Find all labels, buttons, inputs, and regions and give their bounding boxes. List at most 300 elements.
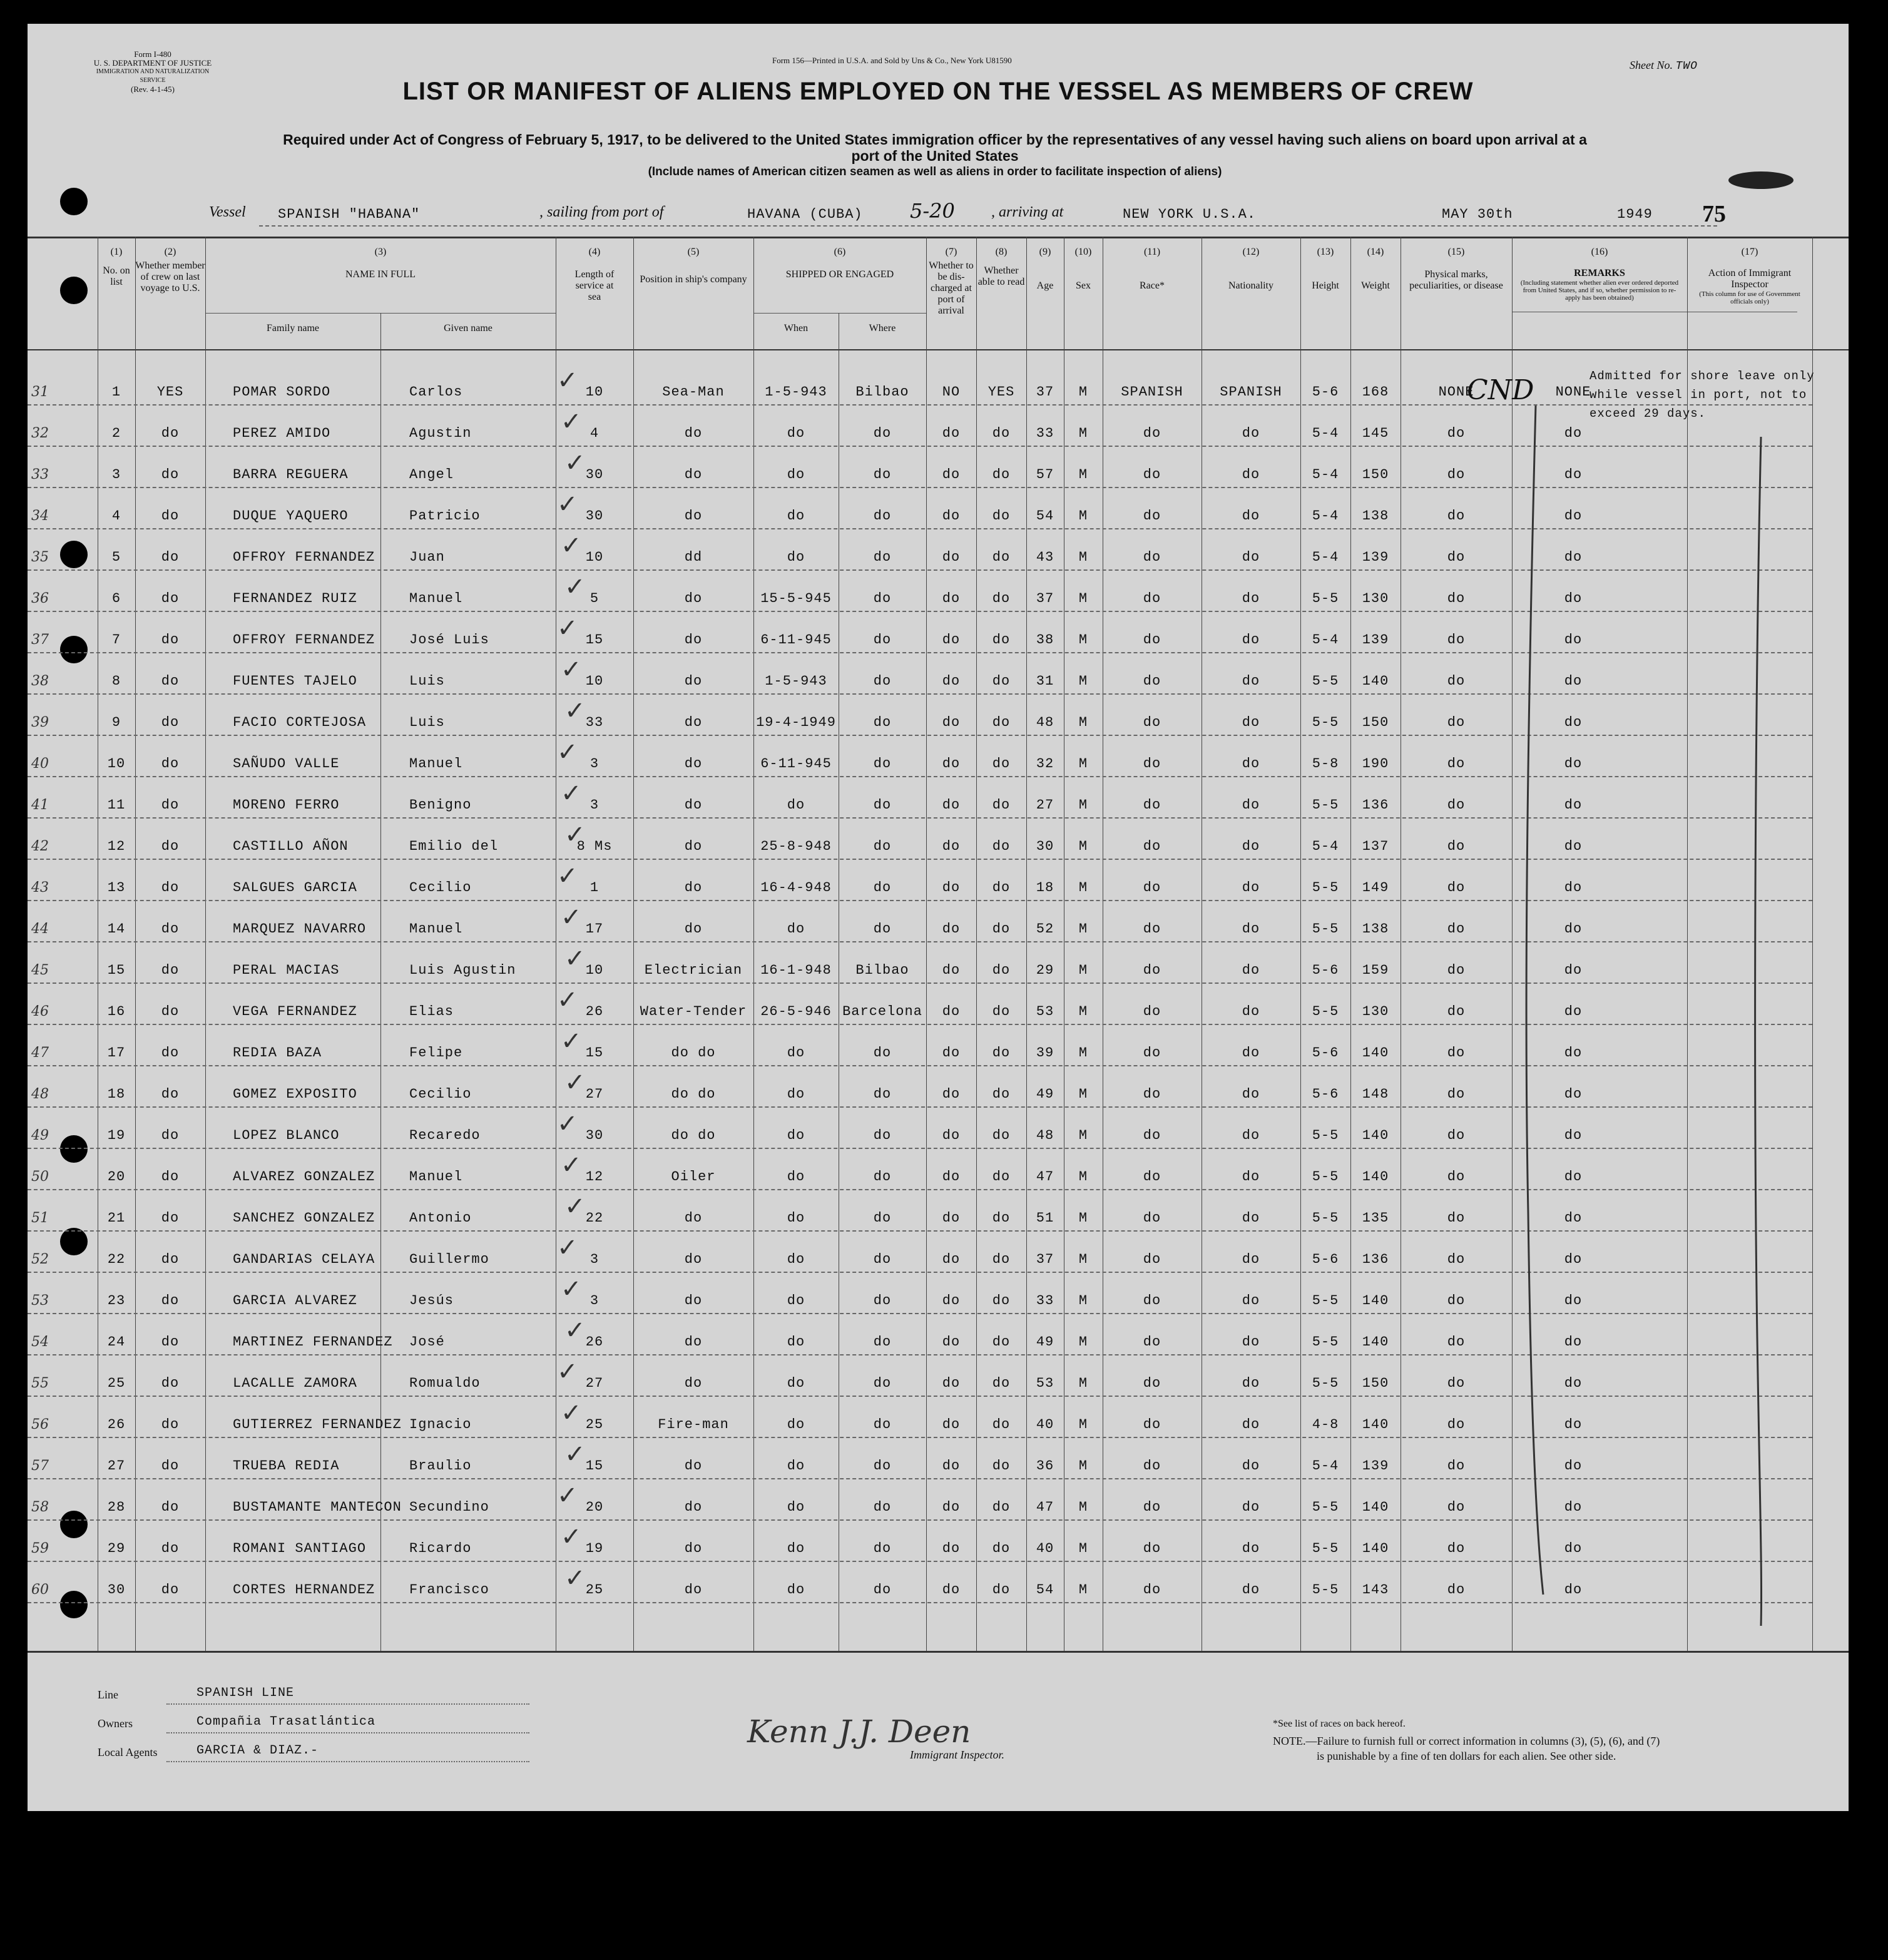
able-to-read: do [992,1582,1011,1598]
remarks: do [1564,797,1583,813]
checkmark-icon: ✓ [564,1192,586,1220]
checkmark-icon: ✓ [564,1564,586,1592]
nationality: do [1242,797,1260,813]
col-label: Whether to be dis-charged at port of arrival [929,260,974,316]
checkmark-icon: ✓ [557,1233,578,1262]
sex: M [1078,1582,1088,1598]
shipped-when: do [787,1376,805,1391]
height: 5-5 [1312,1376,1339,1391]
line-value: SPANISH LINE [196,1686,295,1700]
service-length: 5 [589,591,600,606]
physical-marks: do [1447,756,1466,772]
checkmark-icon: ✓ [564,944,586,972]
age: 40 [1036,1417,1054,1432]
able-to-read: do [992,880,1011,896]
remarks: do [1564,591,1583,606]
height: 5-5 [1312,1128,1339,1143]
col-label: Race* [1140,280,1165,291]
nationality: do [1242,1458,1260,1474]
weight: 140 [1362,1334,1389,1350]
physical-marks: do [1447,1252,1466,1267]
col-11-header [1103,247,1202,292]
family-name: FERNANDEZ RUIZ [233,591,357,606]
physical-marks: do [1447,1169,1466,1185]
shipped-when: do [787,1541,805,1556]
nationality: do [1242,673,1260,689]
margin-line-number: 38 [31,673,49,689]
races-note: *See list of races on back hereof. [1273,1718,1406,1729]
margin-line-number: 37 [31,632,49,648]
weight: 140 [1362,1128,1389,1143]
list-number: 28 [107,1499,126,1515]
shipped-where: do [873,1293,892,1309]
previous-voyage: do [161,1417,180,1432]
checkmark-icon: ✓ [561,779,582,807]
discharged: do [942,1169,961,1185]
shipped-when: do [787,1417,805,1432]
family-name: VEGA FERNANDEZ [233,1004,357,1019]
remarks: do [1564,880,1583,896]
height: 5-6 [1312,1252,1339,1267]
discharged: do [942,632,961,648]
col-17-header [1687,247,1812,305]
service-length: 15 [585,1458,604,1474]
height: 5-5 [1312,1210,1339,1226]
remarks: do [1564,756,1583,772]
printer-line: Form 156—Printed in U.S.A. and Sold by Uns & Co., New York U81590 [772,56,1012,65]
nationality: do [1242,591,1260,606]
list-number: 12 [107,839,126,854]
col-16-header [1512,247,1687,302]
previous-voyage: do [161,467,180,482]
age: 33 [1036,1293,1054,1309]
able-to-read: do [992,1458,1011,1474]
position: do [684,756,703,772]
discharged: do [942,1128,961,1143]
previous-voyage: do [161,508,180,524]
margin-line-number: 34 [31,508,49,524]
service-length: 17 [585,921,604,937]
sex: M [1078,1541,1088,1556]
height: 5-4 [1312,549,1339,565]
nationality: do [1242,1334,1260,1350]
owners-underline [166,1732,529,1733]
shipped-when: 6-11-945 [760,756,832,772]
remarks: do [1564,426,1583,441]
sex: M [1078,1004,1088,1019]
margin-line-number: 35 [31,549,49,565]
race: do [1143,591,1161,606]
family-name: REDIA BAZA [233,1045,322,1061]
remarks: do [1564,1004,1583,1019]
checkmark-icon: ✓ [557,614,578,642]
shipped-when: do [787,1252,805,1267]
physical-marks-initials: CND [1467,374,1534,406]
checkmark-icon: ✓ [561,903,582,931]
shipped-when: do [787,1086,805,1102]
inspector-admission-note: Admitted for shore leave only while vessel in port, not to exceed 29 days. [1589,369,1815,421]
margin-line-number: 58 [31,1499,49,1515]
sailing-port: HAVANA (CUBA) [747,207,863,222]
sex: M [1078,1458,1088,1474]
age: 48 [1036,715,1054,730]
given-name: Secundino [409,1499,489,1515]
sex: M [1078,508,1088,524]
col-number: (3) [374,247,387,257]
checkmark-icon: ✓ [564,820,586,849]
discharged: do [942,1582,961,1598]
shipped-when: do [787,426,805,441]
margin-line-number: 49 [31,1128,49,1143]
age: 57 [1036,467,1054,482]
previous-voyage: do [161,1252,180,1267]
checkmark-icon: ✓ [557,986,578,1014]
margin-line-number: 52 [31,1252,49,1267]
given-name: Guillermo [409,1252,489,1267]
previous-voyage: do [161,1086,180,1102]
age: 30 [1036,839,1054,854]
position: do [684,1499,703,1515]
col-number: (12) [1242,247,1260,257]
shipped-where: Barcelona [842,1004,922,1019]
shipped-where: do [873,715,892,730]
remarks: do [1564,1376,1583,1391]
checkmark-icon: ✓ [561,407,582,436]
col-3b-header: Given name [444,323,492,334]
nationality: do [1242,1376,1260,1391]
weight: 136 [1362,797,1389,813]
race: do [1143,839,1161,854]
physical-marks: do [1447,632,1466,648]
margin-line-number: 41 [31,797,49,813]
checkmark-icon: ✓ [564,697,586,725]
position: do [684,673,703,689]
race: do [1143,1376,1161,1391]
race: do [1143,1210,1161,1226]
able-to-read: do [992,1169,1011,1185]
sex: M [1078,467,1088,482]
shipped-when: 19-4-1949 [756,715,836,730]
shipped-when: 16-4-948 [760,880,832,896]
previous-voyage: do [161,880,180,896]
able-to-read: do [992,549,1011,565]
sheet-label: Sheet No. [1630,59,1673,71]
service-length: 20 [585,1499,604,1515]
race: do [1143,549,1161,565]
agents-underline [166,1761,529,1762]
owners-value: Compañia Trasatlántica [196,1715,376,1729]
remarks: do [1564,467,1583,482]
sex: M [1078,1086,1088,1102]
service-length: 3 [589,1293,600,1309]
shipped-when: do [787,467,805,482]
discharged: do [942,591,961,606]
col-number: (14) [1367,247,1384,257]
service-length: 12 [585,1169,604,1185]
race: do [1143,1293,1161,1309]
vessel-name: SPANISH "HABANA" [278,207,421,222]
previous-voyage: do [161,426,180,441]
remarks: do [1564,1541,1583,1556]
shipped-where: do [873,839,892,854]
family-name: ALVAREZ GONZALEZ [233,1169,375,1185]
subtitle [121,131,1748,180]
weight: 150 [1362,1376,1389,1391]
punch-hole [60,188,88,215]
age: 52 [1036,921,1054,937]
service-length: 27 [585,1376,604,1391]
able-to-read: do [992,1417,1011,1432]
service-length: 25 [585,1582,604,1598]
race: do [1143,797,1161,813]
physical-marks: do [1447,467,1466,482]
race: do [1143,1045,1161,1061]
col-label: Physical marks, peculiarities, or disease [1409,269,1503,291]
agents-value: GARCIA & DIAZ.- [196,1743,319,1758]
fine-note-line-2: is punishable by a fine of ten dollars for each alien. See other side. [1317,1750,1616,1762]
sex: M [1078,426,1088,441]
remarks: do [1564,673,1583,689]
weight: 138 [1362,921,1389,937]
physical-marks: do [1447,1582,1466,1598]
able-to-read: do [992,962,1011,978]
given-name: Romualdo [409,1376,481,1391]
position: do [684,715,703,730]
sex: M [1078,384,1088,400]
margin-line-number: 55 [31,1376,49,1391]
discharged: do [942,921,961,937]
nationality: do [1242,962,1260,978]
race: do [1143,1004,1161,1019]
nationality: do [1242,1004,1260,1019]
weight: 136 [1362,1252,1389,1267]
age: 54 [1036,1582,1054,1598]
shipped-where: do [873,632,892,648]
shipped-when: do [787,797,805,813]
col-number: (2) [164,247,176,257]
given-name: José [409,1334,445,1350]
margin-line-number: 56 [31,1417,49,1432]
shipped-when: do [787,921,805,937]
height: 5-4 [1312,467,1339,482]
sex: M [1078,591,1088,606]
service-length: 3 [589,756,600,772]
sex: M [1078,880,1088,896]
age: 51 [1036,1210,1054,1226]
previous-voyage: do [161,549,180,565]
physical-marks: do [1447,839,1466,854]
given-name: Ignacio [409,1417,472,1432]
able-to-read: do [992,839,1011,854]
sex: M [1078,1252,1088,1267]
position: do [684,508,703,524]
able-to-read: do [992,797,1011,813]
previous-voyage: do [161,921,180,937]
remarks: do [1564,921,1583,937]
position: do [684,467,703,482]
age: 49 [1036,1086,1054,1102]
margin-line-number: 50 [31,1169,49,1185]
shipped-where: Bilbao [855,962,909,978]
agents-label: Local Agents [98,1746,158,1758]
height: 5-5 [1312,921,1339,937]
service-length: 4 [589,426,600,441]
discharged: do [942,467,961,482]
vessel-line [209,204,246,221]
col-7-header [926,247,976,317]
shipped-where: do [873,1582,892,1598]
checkmark-icon: ✓ [564,1316,586,1344]
shipped-where: do [873,591,892,606]
weight: 130 [1362,591,1389,606]
col-label: Age [1036,280,1054,291]
physical-marks: do [1447,1458,1466,1474]
port-annotation: 5-20 [910,199,955,223]
able-to-read: do [992,1086,1011,1102]
given-name: Manuel [409,921,463,937]
family-name: FACIO CORTEJOSA [233,715,367,730]
age: 29 [1036,962,1054,978]
age: 39 [1036,1045,1054,1061]
family-name: LOPEZ BLANCO [233,1128,340,1143]
age: 49 [1036,1334,1054,1350]
family-name: MARQUEZ NAVARRO [233,921,367,937]
col-label: REMARKS [1574,268,1625,278]
checkmark-icon: ✓ [561,531,582,559]
owners-label: Owners [98,1717,133,1730]
family-name: POMAR SORDO [233,384,331,400]
margin-line-number: 42 [31,839,49,854]
physical-marks: do [1447,1045,1466,1061]
previous-voyage: do [161,1499,180,1515]
race: do [1143,673,1161,689]
remarks-brackets [1511,399,1824,1638]
position: Sea-Man [662,384,725,400]
weight: 139 [1362,632,1389,648]
weight: 140 [1362,1169,1389,1185]
age: 37 [1036,384,1054,400]
given-name: Luis Agustin [409,962,516,978]
table-top-border [28,237,1849,238]
service-length: 10 [585,673,604,689]
col-5-header [633,247,753,285]
checkmark-icon: ✓ [564,573,586,601]
shipped-where: do [873,1169,892,1185]
given-name: Manuel [409,591,463,606]
previous-voyage: do [161,1293,180,1309]
position: do [684,921,703,937]
sex: M [1078,632,1088,648]
previous-voyage: do [161,591,180,606]
sex: M [1078,756,1088,772]
col-label: Whether able to read [977,265,1025,287]
shipped-where: do [873,549,892,565]
able-to-read: do [992,1004,1011,1019]
checkmark-icon: ✓ [557,1110,578,1138]
list-number: 8 [111,673,121,689]
previous-voyage: do [161,1541,180,1556]
discharged: do [942,880,961,896]
margin-line-number: 33 [31,467,49,482]
height: 5-5 [1312,715,1339,730]
col-label: Position in ship's company [640,274,747,285]
remarks: do [1564,1210,1583,1226]
service-length: 27 [585,1086,604,1102]
department: U. S. DEPARTMENT OF JUSTICE [93,58,212,68]
given-name: Elias [409,1004,454,1019]
shipped-where: do [873,1541,892,1556]
col-note: (This column for use of Government officials only) [1699,290,1800,305]
age: 53 [1036,1004,1054,1019]
race: do [1143,921,1161,937]
remarks: do [1564,508,1583,524]
physical-marks: NONE [1438,384,1474,400]
checkmark-icon: ✓ [557,862,578,890]
col-6b-header: Where [869,323,896,334]
physical-marks: do [1447,797,1466,813]
remarks: do [1564,715,1583,730]
weight: 150 [1362,715,1389,730]
weight: 139 [1362,1458,1389,1474]
given-name: Francisco [409,1582,489,1598]
shipped-when: do [787,1458,805,1474]
discharged: do [942,426,961,441]
nationality: do [1242,1128,1260,1143]
given-name: Antonio [409,1210,472,1226]
previous-voyage: do [161,715,180,730]
col-number: (5) [687,247,700,257]
shipped-when: 26-5-946 [760,1004,832,1019]
discharged: do [942,839,961,854]
given-name: Felipe [409,1045,463,1061]
able-to-read: do [992,1376,1011,1391]
list-number: 2 [111,426,121,441]
able-to-read: do [992,632,1011,648]
race: do [1143,632,1161,648]
list-number: 5 [111,549,121,565]
shipped-where: do [873,1045,892,1061]
shipped-where: do [873,880,892,896]
given-name: Cecilio [409,1086,472,1102]
arrival-port: NEW YORK U.S.A. [1123,207,1257,222]
margin-line-number: 47 [31,1045,49,1061]
col-label: No. on list [103,265,130,287]
position: do [684,839,703,854]
race: do [1143,508,1161,524]
margin-line-number: 48 [31,1086,49,1102]
height: 5-5 [1312,1334,1339,1350]
previous-voyage: do [161,1045,180,1061]
age: 33 [1036,426,1054,441]
able-to-read: do [992,756,1011,772]
service-length: 1 [589,880,600,896]
list-number: 6 [111,591,121,606]
position: do [684,1582,703,1598]
col-10-header [1064,247,1103,292]
given-name: Braulio [409,1458,472,1474]
previous-voyage: do [161,1458,180,1474]
weight: 139 [1362,549,1389,565]
weight: 143 [1362,1582,1389,1598]
remarks: do [1564,632,1583,648]
page-number: 75 [1702,201,1726,227]
list-number: 20 [107,1169,126,1185]
weight: 135 [1362,1210,1389,1226]
checkmark-icon: ✓ [557,366,578,394]
race: do [1143,1541,1161,1556]
age: 18 [1036,880,1054,896]
height: 5-5 [1312,1004,1339,1019]
